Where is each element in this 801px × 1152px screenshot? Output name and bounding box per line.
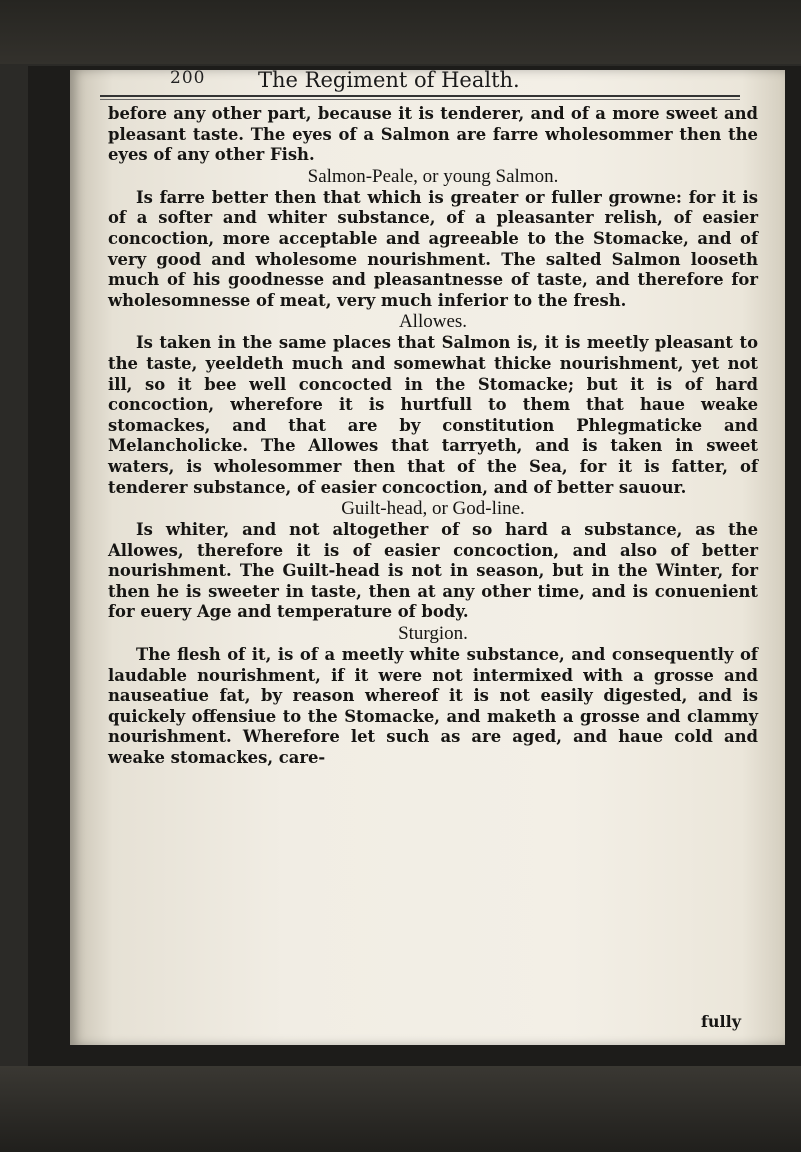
heading-sturgion: Sturgion. bbox=[398, 623, 468, 645]
heading-guilt-head: Guilt-head, or God-line. bbox=[341, 498, 525, 520]
heading-allowes: Allowes. bbox=[398, 311, 468, 333]
paragraph-salmon-peale: Is farre better then that which is greater or fuller growne: for it is of a softer and whiter substance, of a pleasanter relish, of easier concoction, more acceptable and agreeable to the Stomacke, and of very good and wholesome nourishment. The salted Salmon looseth much of his goodnesse and pleasantnesse of taste, and therefore for wholesomnesse of meat, very much inferior to the fresh. bbox=[108, 187, 758, 310]
running-head: The Regiment of Health. bbox=[258, 68, 520, 92]
paragraph-sturgion: The flesh of it, is of a meetly white substance, and consequently of laudable nourishment, if it were not intermixed with a grosse and nauseatiue fat, by reason whereof it is not easily digested, and is quickely offensiue to the Stomacke, and maketh a grosse and clammy nourishment. Wherefore let such as are aged, and haue cold and weake stomackes, care- bbox=[108, 645, 758, 768]
book-page bbox=[70, 70, 785, 1045]
bottom-backdrop bbox=[0, 1066, 801, 1152]
header-rule bbox=[100, 95, 740, 97]
header-rule-thin bbox=[100, 99, 740, 100]
heading-salmon-peale: Salmon-Peale, or young Salmon. bbox=[307, 165, 559, 187]
body-text bbox=[108, 104, 758, 769]
paragraph-allowes: Is taken in the same places that Salmon is, it is meetly pleasant to the taste, yeeldeth much and somewhat thicke nourishment, yet not ill, so it bee well concocted in the Stomacke; but it is of hard concoction, wherefore it is hurtfull to them that haue weake stomackes, and that are by constitution Phlegmaticke and Melancholicke. The Allowes that tarryeth, and is taken in sweet waters, is wholesommer then that of the Sea, for it is fatter, of tenderer substance, of easier concoction, and of better sauour. bbox=[108, 333, 758, 497]
page-number: 200 bbox=[170, 68, 206, 88]
paragraph-intro: before any other part, because it is tenderer, and of a more sweet and pleasant taste. The eyes of a Salmon are farre wholesommer then the eyes of any other Fish. bbox=[108, 104, 758, 165]
catchword: fully bbox=[701, 1012, 741, 1031]
top-backdrop bbox=[0, 0, 801, 64]
paragraph-guilt-head: Is whiter, and not altogether of so hard a substance, as the Allowes, therefore it is of easier concoction, and also of better nourishment. The Guilt-head is not in season, but in the Winter, for then he is sweeter in taste, then at any other time, and is conuenient for euery Age and temperature of body. bbox=[108, 520, 758, 622]
